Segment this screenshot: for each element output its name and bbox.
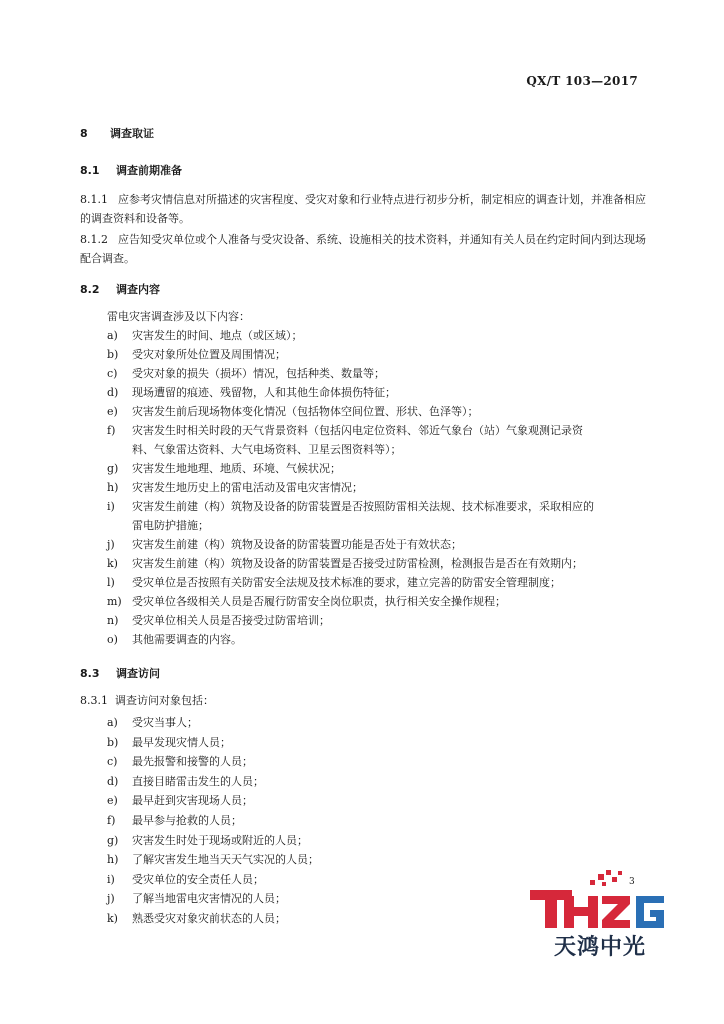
list-marker: n) xyxy=(107,614,119,627)
list-marker: j) xyxy=(107,892,115,906)
list-marker: b) xyxy=(107,348,119,361)
list-item-text: 受灾单位是否按照有关防雷安全法规及技术标准的要求，建立完善的防雷安全管理制度； xyxy=(132,576,561,589)
list-marker: f) xyxy=(107,814,116,827)
clause-text: 应参考灾情信息对所描述的灾害程度、受灾对象和行业特点进行初步分析，制定相应的调查计划，并准备相应的调查资料和设备等。 xyxy=(80,193,646,225)
list-item xyxy=(107,365,385,381)
list-item xyxy=(107,574,561,590)
section-title: 调查前期准备 xyxy=(116,164,182,177)
list-marker: g) xyxy=(107,833,119,847)
clause-text: 应告知受灾单位或个人准备与受灾设备、系统、设施相关的技术资料，并通知有关人员在约定时间内到达现场配合调查。 xyxy=(80,233,646,265)
standard-code: QX/T 103—2017 xyxy=(526,74,638,88)
list-marker: k) xyxy=(107,912,118,925)
clause-8-3-1 xyxy=(80,694,214,708)
list-item xyxy=(107,384,396,400)
list-item xyxy=(107,753,253,769)
clause-8-1-1 xyxy=(80,190,646,228)
list-item xyxy=(107,851,319,867)
list-item-text: 最早参与抢救的人员； xyxy=(132,814,242,827)
list-item-continuation: 雷电防护措施； xyxy=(132,519,209,532)
list-item xyxy=(107,498,594,514)
list-item-text: 受灾当事人； xyxy=(132,716,198,729)
section-8-2-heading xyxy=(80,281,160,297)
letter-g-icon xyxy=(636,896,664,928)
section-number: 8.3 xyxy=(80,667,100,680)
section-title: 调查访问 xyxy=(116,667,160,680)
list-marker: a) xyxy=(107,716,118,729)
list-item-text: 灾害发生前建（构）筑物及设备的防雷装置是否接受过防雷检测，检测报告是否在有效期内； xyxy=(132,557,583,570)
list-item xyxy=(107,773,264,789)
list-item-text: 灾害发生前建（构）筑物及设备的防雷装置是否按照防雷相关法规、技术标准要求，采取相应的 xyxy=(132,500,594,513)
list-item xyxy=(107,812,242,828)
list-item xyxy=(107,346,286,362)
page-number: 3 xyxy=(629,877,635,887)
list-item-text: 受灾对象所处位置及周围情况； xyxy=(132,348,286,361)
clause-number: 8.3.1 xyxy=(80,694,108,707)
list-marker: l) xyxy=(107,576,115,589)
clause-number: 8.1.1 xyxy=(80,193,108,206)
list-item xyxy=(107,555,583,571)
list-item-text: 灾害发生前后现场物体变化情况（包括物体空间位置、形状、色泽等）； xyxy=(132,405,479,418)
list-marker: i) xyxy=(107,500,115,513)
list-item-text: 灾害发生的时间、地点（或区域）； xyxy=(132,329,303,342)
list-marker: g) xyxy=(107,462,119,475)
list-item-text: 灾害发生地地理、地质、环境、气候状况； xyxy=(132,462,341,475)
section-number: 8 xyxy=(80,127,88,140)
list-item xyxy=(107,890,286,906)
list-item-text: 受灾单位的安全责任人员； xyxy=(132,872,264,886)
list-item-text: 了解当地雷电灾害情况的人员； xyxy=(132,892,286,906)
list-item xyxy=(107,536,462,552)
list-item xyxy=(107,910,286,926)
list-item xyxy=(107,792,253,808)
list-item-text: 了解灾害发生地当天天气实况的人员； xyxy=(132,853,319,867)
list-item-text: 灾害发生时处于现场或附近的人员； xyxy=(132,833,308,847)
list-item xyxy=(107,871,264,887)
section-8-1-heading xyxy=(80,162,182,178)
list-item xyxy=(107,593,506,609)
list-item xyxy=(107,327,303,343)
list-item-text: 受灾单位相关人员是否接受过防雷培训； xyxy=(132,614,330,627)
clause-text: 调查访问对象包括： xyxy=(115,694,214,707)
list-marker: d) xyxy=(107,386,119,399)
section-title: 调查取证 xyxy=(110,127,154,140)
list-marker: c) xyxy=(107,367,118,380)
letter-h-icon xyxy=(564,896,598,928)
list-item-text: 最早赶到灾害现场人员； xyxy=(132,794,253,808)
list-item-text: 灾害发生时相关时段的天气背景资料（包括闪电定位资料、邻近气象台（站）气象观测记录资 xyxy=(132,424,583,437)
list-marker: h) xyxy=(107,853,119,867)
list-marker: a) xyxy=(107,329,118,342)
clause-number: 8.1.2 xyxy=(80,233,108,246)
pixel-mosaic-icon xyxy=(590,870,622,886)
list-item-text: 灾害发生地历史上的雷电活动及雷电灾害情况； xyxy=(132,481,363,494)
list-marker: m) xyxy=(107,595,122,608)
list-item xyxy=(107,631,242,647)
list-marker: d) xyxy=(107,774,119,788)
list-item-continuation: 料、气象雷达资料、大气电场资料、卫星云图资料等）； xyxy=(132,443,402,456)
list-marker: e) xyxy=(107,405,118,418)
list-item xyxy=(107,612,330,628)
list-item xyxy=(107,832,308,848)
list-item xyxy=(107,734,231,750)
section-8-3-heading xyxy=(80,665,160,681)
list-marker: j) xyxy=(107,538,115,551)
list-item-text: 熟悉受灾对象灾前状态的人员； xyxy=(132,912,286,925)
list-item-text: 受灾单位各级相关人员是否履行防雷安全岗位职责，执行相关安全操作规程； xyxy=(132,595,506,608)
list-item-text: 现场遭留的痕迹、残留物，人和其他生命体损伤特征； xyxy=(132,386,396,399)
list-item-text: 直接目睹雷击发生的人员； xyxy=(132,774,264,788)
section-number: 8.2 xyxy=(80,283,100,296)
list-marker: i) xyxy=(107,872,115,886)
section-8-heading xyxy=(80,125,154,141)
list-marker: b) xyxy=(107,735,119,749)
list-item-text: 最早发现灾情人员； xyxy=(132,735,231,749)
list-item-text: 最先报警和接警的人员； xyxy=(132,755,253,769)
section-title: 调查内容 xyxy=(116,283,160,296)
list-marker: k) xyxy=(107,557,118,570)
list-marker: e) xyxy=(107,794,118,808)
letter-z-icon xyxy=(602,896,630,928)
clause-8-1-2 xyxy=(80,230,646,268)
section-number: 8.1 xyxy=(80,164,100,177)
list-marker: h) xyxy=(107,481,119,494)
list-item-text: 受灾对象的损失（损坏）情况，包括种类、数量等； xyxy=(132,367,385,380)
list-marker: f) xyxy=(107,424,116,437)
company-name: 天鸿中光 xyxy=(553,935,646,960)
list-marker: o) xyxy=(107,633,118,646)
list-item xyxy=(107,422,583,438)
list-item xyxy=(107,714,198,730)
list-marker: c) xyxy=(107,755,118,769)
list-item xyxy=(107,460,341,476)
section-intro: 雷电灾害调查涉及以下内容： xyxy=(107,310,250,323)
list-item-text: 其他需要调查的内容。 xyxy=(132,633,242,646)
list-item-text: 灾害发生前建（构）筑物及设备的防雷装置功能是否处于有效状态； xyxy=(132,538,462,551)
list-item xyxy=(107,403,479,419)
list-item xyxy=(107,479,363,495)
